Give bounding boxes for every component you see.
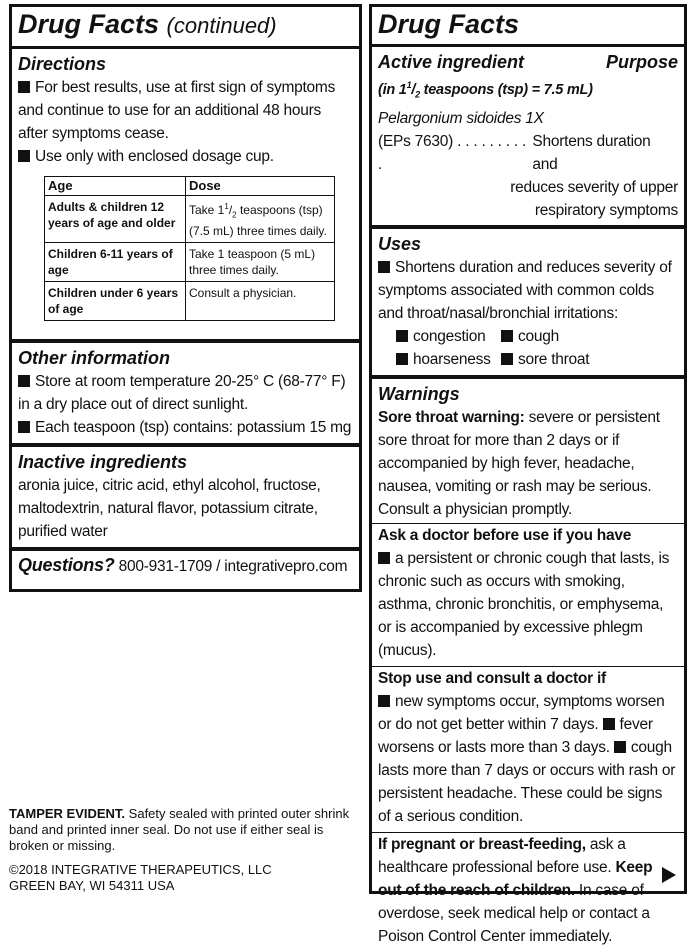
dose-cell: Take $1^1/_2$ teaspoons (tsp) (7.5 mL) three times daily.: [186, 196, 335, 243]
bullet-square-icon: [18, 150, 30, 162]
table-row: [45, 243, 335, 282]
dosage-table: [44, 176, 335, 321]
pregnancy-label: If pregnant or breast-feeding,: [378, 835, 586, 853]
uses-heading: Uses: [378, 233, 422, 254]
divider: [12, 339, 359, 343]
uses-text: Shortens duration and reduces severity of symptoms associated with common colds and throat/nasal/bronchial irritations:: [378, 258, 672, 322]
fraction-numerator: 1: [224, 202, 229, 211]
bullet-square-icon: [501, 353, 513, 365]
tamper-evident-label: TAMPER EVIDENT.: [9, 806, 126, 821]
symptoms-list: [396, 325, 678, 371]
age-cell: Adults & children 12 years of age and older: [45, 196, 186, 243]
leader-dots: . . . . . . . . . .: [378, 132, 527, 173]
divider: [372, 375, 684, 379]
stop-use-text: cough lasts more than 7 days or occurs with rash or persistent headache. These could be signs of a serious condition.: [378, 738, 676, 825]
warnings-heading: Warnings: [378, 383, 460, 404]
tamper-evident-notice: [9, 806, 359, 854]
sore-throat-label: Sore throat warning:: [378, 408, 525, 426]
drug-facts-panel: [369, 4, 687, 945]
bullet-square-icon: [378, 261, 390, 273]
eps-code: (EPs 7630): [378, 132, 454, 150]
fraction-numerator: 1: [406, 80, 412, 90]
active-dose-line: (in $1^1/_2$ teaspoons (tsp) = 7.5 mL): [378, 80, 593, 100]
directions-item-text: For best results, use at first sign of symptoms and continue to use for an additional 48 hours after symptoms cease.: [18, 79, 336, 142]
bullet-square-icon: [18, 421, 30, 433]
bullet-square-icon: [396, 353, 408, 365]
directions-heading: Directions: [18, 54, 107, 74]
address: GREEN BAY, WI 54311 USA: [9, 878, 175, 893]
bullet-square-icon: [18, 81, 30, 93]
ingredient-code: [378, 130, 532, 176]
dose-text: teaspoons (tsp) = 7.5 mL): [419, 81, 593, 98]
questions-label: Questions?: [18, 555, 115, 576]
other-info-heading: Other information: [18, 348, 170, 369]
symptom-label: sore throat: [518, 350, 590, 368]
keep-out-label: Keep out of the reach of children.: [378, 858, 653, 899]
dose-text: teaspoons (tsp) (7.5 mL) three times daily.: [189, 203, 327, 239]
ingredient-purpose-line: [378, 130, 678, 176]
divider: [372, 44, 684, 47]
bullet-square-icon: [614, 741, 626, 753]
column-header-age: Age: [45, 177, 186, 196]
drug-facts-continued-panel: [9, 4, 362, 592]
table-row: [45, 282, 335, 321]
copyright: ©2018 INTEGRATIVE THERAPEUTICS, LLC: [9, 862, 272, 877]
continue-arrow-icon: [662, 867, 676, 883]
symptom-label: congestion: [413, 327, 486, 345]
divider: [12, 443, 359, 447]
pregnancy-keep-out-warning: [378, 833, 678, 948]
fraction-denominator: 2: [415, 89, 420, 100]
column-header-dose: Dose: [186, 177, 335, 196]
inactive-ingredients-heading: Inactive ingredients: [18, 452, 188, 473]
directions-item: [18, 76, 353, 145]
symptom-item: [396, 348, 501, 371]
stop-use-text: new symptoms occur, symptoms worsen or do not get better within 7 days.: [378, 692, 665, 733]
continued-label: (continued): [166, 13, 277, 38]
symptom-item: [501, 348, 621, 371]
age-cell: Children under 6 years of age: [45, 282, 186, 321]
symptom-item: [396, 325, 501, 348]
stop-use-heading: Stop use and consult a doctor if: [378, 669, 606, 687]
bullet-square-icon: [603, 718, 615, 730]
sore-throat-text: severe or persistent sore throat for more than 2 days or if accompanied by high fever, headache, nausea, vomiting or rash may be serious. Consult a physician promptly.: [378, 408, 660, 518]
directions-item: [18, 145, 353, 168]
fraction-denominator: 2: [232, 210, 237, 220]
ask-doctor-heading: Ask a doctor before use if you have: [378, 526, 632, 544]
keep-out-text: In case of overdose, seek medical help or contact a Poison Control Center immediately.: [378, 881, 650, 945]
ask-doctor-text: a persistent or chronic cough that lasts, is chronic such as occurs with smoking, asthma, chronic bronchitis, or emphysema, or is accompanied by excessive phlegm (mucus).: [378, 549, 670, 659]
purpose-heading: Purpose: [605, 52, 678, 72]
active-ingredient-heading: Active ingredient: [378, 52, 525, 72]
left-title: [18, 7, 353, 43]
other-info-text: Store at room temperature 20-25° C (68-77° F) in a dry place out of direct sunlight.: [18, 373, 346, 414]
left-title-text: Drug Facts: [18, 9, 160, 39]
uses-item: [378, 256, 678, 325]
bullet-square-icon: [378, 552, 390, 564]
bullet-square-icon: [396, 330, 408, 342]
sore-throat-warning: [378, 406, 678, 521]
symptom-label: hoarseness: [413, 350, 491, 368]
active-ingredient-name: Pelargonium sidoides 1X: [378, 109, 544, 127]
age-cell: Children 6-11 years of age: [45, 243, 186, 282]
dose-cell: Take 1 teaspoon (5 mL) three times daily.: [186, 243, 335, 282]
symptom-label: cough: [518, 327, 559, 345]
table-row: [45, 196, 335, 243]
pregnancy-text: ask a healthcare professional before use.: [378, 835, 626, 876]
purpose-text: Shortens duration and: [532, 132, 651, 173]
bullet-square-icon: [378, 695, 390, 707]
other-info-item: [18, 370, 353, 416]
divider: [372, 225, 684, 229]
inactive-ingredients-text: aronia juice, citric acid, ethyl alcohol, fructose, maltodextrin, natural flavor, potassium citrate, purified water: [18, 477, 321, 541]
divider: [12, 46, 359, 49]
questions-line: [18, 554, 353, 578]
stop-use-items: [378, 690, 678, 828]
dose-cell: Consult a physician.: [186, 282, 335, 321]
purpose-text: respiratory symptoms: [534, 201, 678, 219]
divider: [12, 547, 359, 551]
bullet-square-icon: [501, 330, 513, 342]
right-title: Drug Facts: [378, 9, 520, 39]
active-ingredient-header: [378, 50, 678, 74]
purpose-text: reduces severity of upper: [510, 178, 678, 196]
tamper-evident-text: Safety sealed with printed outer shrink band and printed inner seal. Do not use if either seal is broken or missing.: [9, 806, 350, 853]
questions-contact: 800-931-1709 / integrativepro.com: [118, 558, 348, 576]
ask-doctor-item: [378, 547, 678, 662]
dose-text: Take 1: [189, 203, 225, 217]
table-header-row: [45, 177, 335, 196]
other-info-item: [18, 416, 353, 439]
dose-text: (in 1: [378, 81, 407, 98]
stop-use-text: fever worsens or lasts more than 3 days.: [378, 715, 653, 756]
other-info-text: Each teaspoon (tsp) contains: potassium 15 mg: [35, 419, 352, 437]
symptom-item: [501, 325, 621, 348]
bullet-square-icon: [18, 375, 30, 387]
directions-item-text: Use only with enclosed dosage cup.: [35, 148, 274, 165]
